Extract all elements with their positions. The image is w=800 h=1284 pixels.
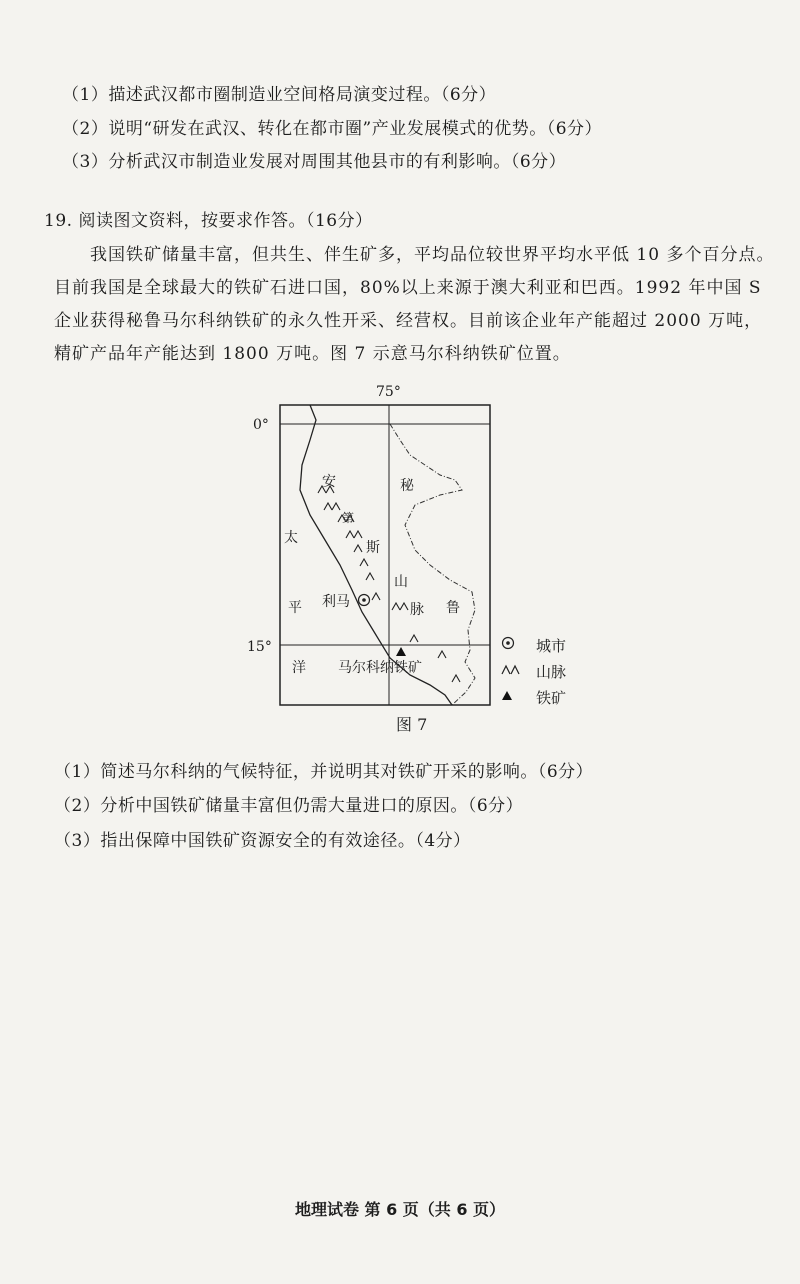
q18-item-1: （1）描述武汉都市圈制造业空间格局演变过程。（6分） — [62, 85, 497, 105]
legend-city-icon — [500, 635, 536, 655]
legend-city-row — [500, 632, 566, 658]
lima-city-dot — [362, 598, 366, 602]
ocean-char-3: 洋 — [292, 660, 306, 676]
andes-char-5: 脉 — [410, 602, 424, 618]
legend-mountain-row — [500, 658, 566, 684]
andes-char-4: 山 — [394, 574, 408, 590]
lat-label-15: 15° — [247, 639, 272, 655]
figure-caption: 图 7 — [396, 715, 428, 734]
legend-mountain-label: 山脉 — [536, 662, 567, 681]
marcona-mine-symbol — [396, 647, 406, 656]
q19-paragraph-line-4: 精矿产品年产能达到 1800 万吨。图 7 示意马尔科纳铁矿位置。 — [54, 344, 571, 364]
legend-mountain-icon — [500, 662, 536, 680]
peru-char-2: 鲁 — [446, 600, 460, 616]
q19-item-3: （3）指出保障中国铁矿资源安全的有效途径。（4分） — [54, 831, 471, 851]
map-legend — [500, 632, 566, 710]
q19-paragraph-line-3: 企业获得秘鲁马尔科纳铁矿的永久性开采、经营权。目前该企业年产能超过 2000 万吨， — [54, 311, 763, 331]
q19-paragraph-line-1: 我国铁矿储量丰富，但共生、伴生矿多，平均品位较世界平均水平低 10 多个百分点。 — [90, 245, 775, 265]
q19-paragraph-line-2: 目前我国是全球最大的铁矿石进口国，80%以上来源于澳大利亚和巴西。1992 年中国 S — [54, 278, 762, 298]
lat-label-0: 0° — [253, 417, 269, 433]
legend-mine-row — [500, 684, 566, 710]
legend-city-label: 城市 — [536, 636, 567, 655]
q18-item-3: （3）分析武汉市制造业发展对周围其他县市的有利影响。（6分） — [62, 152, 567, 172]
q18-item-2: （2）说明“研发在武汉、转化在都市圈”产业发展模式的优势。（6分） — [62, 119, 603, 139]
andes-char-2: 第 — [342, 511, 355, 525]
city-label-lima: 利马 — [322, 594, 350, 610]
mine-label: 马尔科纳铁矿 — [338, 660, 422, 676]
andes-char-3: 斯 — [366, 540, 380, 556]
peru-char-1: 秘 — [400, 478, 414, 494]
peru-map — [240, 380, 500, 710]
legend-mine-icon — [500, 688, 536, 706]
page-footer: 地理试卷 第 6 页（共 6 页） — [294, 1200, 506, 1219]
legend-mine-label: 铁矿 — [536, 688, 567, 707]
q19-item-1: （1）简述马尔科纳的气候特征，并说明其对铁矿开采的影响。（6分） — [54, 762, 594, 782]
longitude-label: 75° — [376, 384, 401, 400]
q19-heading: 19. 阅读图文资料，按要求作答。（16分） — [44, 211, 373, 231]
ocean-char-1: 太 — [284, 530, 298, 546]
q19-item-2: （2）分析中国铁矿储量丰富但仍需大量进口的原因。（6分） — [54, 796, 524, 816]
ocean-char-2: 平 — [288, 600, 302, 616]
andes-char-1: 安 — [322, 474, 336, 490]
